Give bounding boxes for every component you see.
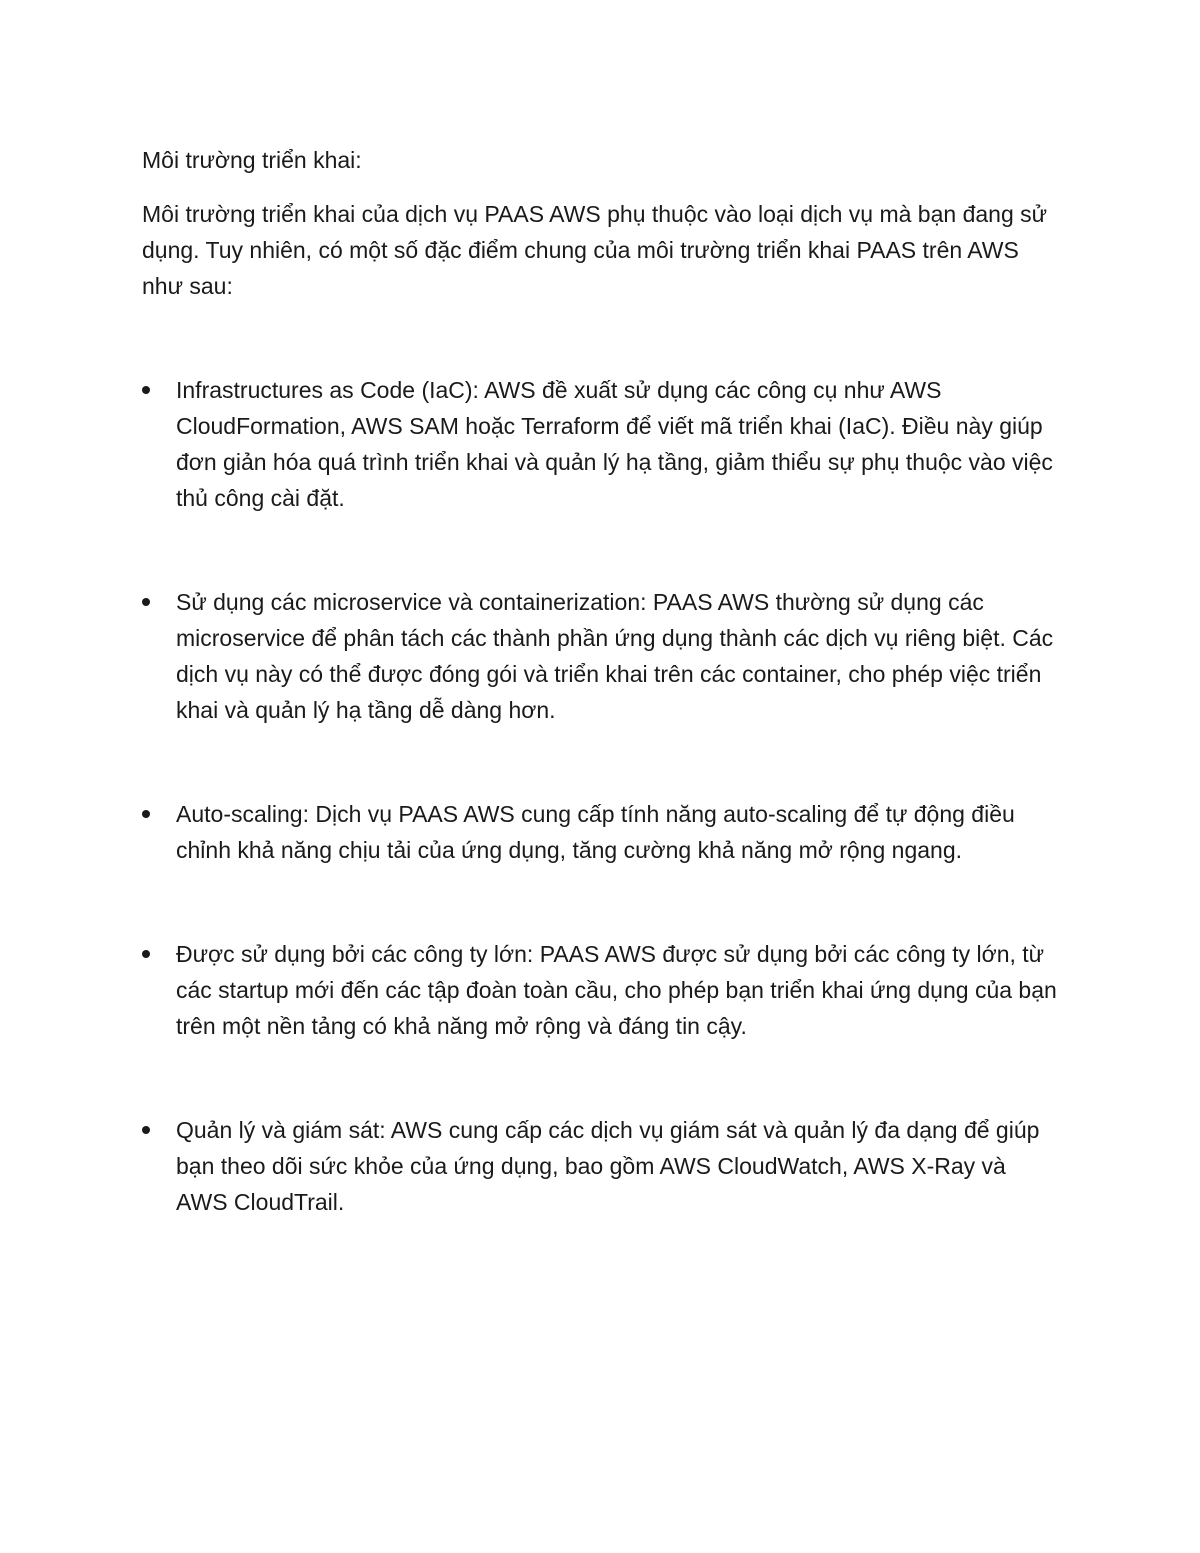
bullet-item-microservices (142, 584, 1062, 728)
section-heading: Môi trường triển khai: (142, 147, 362, 173)
intro-paragraph: Môi trường triển khai của dịch vụ PAAS AWS phụ thuộc vào loại dịch vụ mà bạn đang sử dụng. Tuy nhiên, có một số đặc điểm chung của môi trường triển khai PAAS trên AWS như sau: (142, 201, 1048, 299)
bullet-icon (142, 1126, 150, 1134)
bullet-text: Quản lý và giám sát: AWS cung cấp các dịch vụ giám sát và quản lý đa dạng để giúp bạn theo dõi sức khỏe của ứng dụng, bao gồm AWS CloudWatch, AWS X-Ray và AWS CloudTrail. (176, 1117, 1040, 1215)
bullet-icon (142, 950, 150, 958)
bullet-icon (142, 810, 150, 818)
bullet-item-large-companies (142, 936, 1062, 1044)
bullet-icon (142, 598, 150, 606)
bullet-item-iac (142, 372, 1062, 516)
bullet-text: Auto-scaling: Dịch vụ PAAS AWS cung cấp tính năng auto-scaling để tự động điều chỉnh khả năng chịu tải của ứng dụng, tăng cường khả năng mở rộng ngang. (176, 801, 1015, 863)
bullet-icon (142, 386, 150, 394)
bullet-item-auto-scaling (142, 796, 1062, 868)
bullet-item-monitoring (142, 1112, 1062, 1220)
document-body (142, 142, 1062, 1220)
bullet-text: Infrastructures as Code (IaC): AWS đề xuất sử dụng các công cụ như AWS CloudFormation, AWS SAM hoặc Terraform để viết mã triển khai (IaC). Điều này giúp đơn giản hóa quá trình triển khai và quản lý hạ tầng, giảm thiểu sự phụ thuộc vào việc thủ công cài đặt. (176, 377, 1053, 511)
bullet-list (142, 372, 1062, 1220)
bullet-text: Được sử dụng bởi các công ty lớn: PAAS AWS được sử dụng bởi các công ty lớn, từ các startup mới đến các tập đoàn toàn cầu, cho phép bạn triển khai ứng dụng của bạn trên một nền tảng có khả năng mở rộng và đáng tin cậy. (176, 941, 1057, 1039)
bullet-text: Sử dụng các microservice và containerization: PAAS AWS thường sử dụng các microservice để phân tách các thành phần ứng dụng thành các dịch vụ riêng biệt. Các dịch vụ này có thể được đóng gói và triển khai trên các container, cho phép việc triển khai và quản lý hạ tầng dễ dàng hơn. (176, 589, 1054, 723)
